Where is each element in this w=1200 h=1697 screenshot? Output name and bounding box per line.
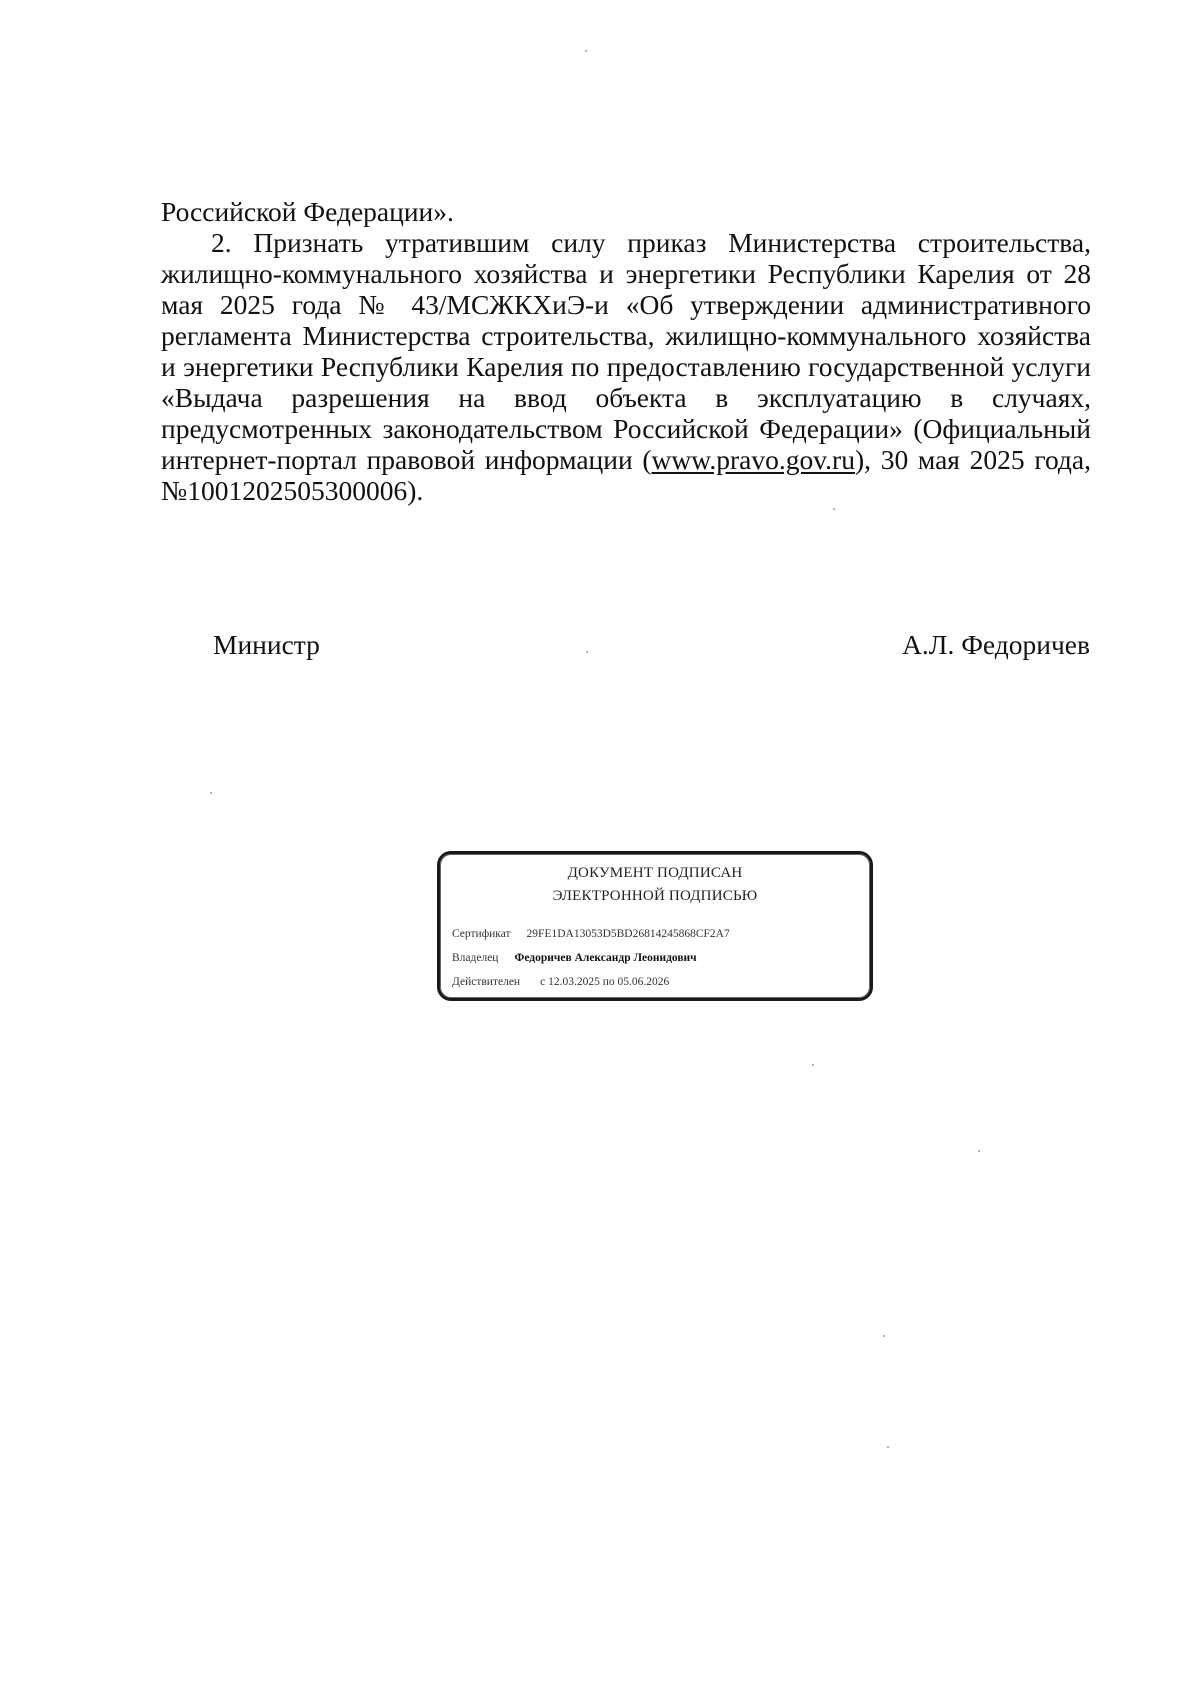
scan-speck <box>883 1335 885 1337</box>
scan-speck <box>585 50 587 52</box>
document-body <box>161 196 1091 506</box>
continuation-line: Российской Федерации». <box>161 196 454 227</box>
scan-speck <box>978 1150 980 1152</box>
stamp-heading-line1: ДОКУМЕНТ ПОДПИСАН <box>567 865 743 881</box>
stamp-owner-label: Владелец <box>452 952 499 964</box>
stamp-validity-row <box>452 976 669 988</box>
stamp-certificate-row <box>452 928 730 940</box>
scan-speck <box>812 1064 814 1066</box>
stamp-owner-value: Федоричев Александр Леонидович <box>514 952 697 964</box>
stamp-certificate-label: Сертификат <box>452 928 511 940</box>
stamp-owner-row <box>452 952 697 964</box>
scan-speck <box>210 792 212 794</box>
scan-speck <box>833 508 835 510</box>
item-2-tail: ), 30 мая 2025 года, №1001202505300006). <box>161 444 1091 506</box>
stamp-certificate-value: 29FE1DA13053D5BD26814245868CF2A7 <box>526 928 730 940</box>
stamp-validity-label: Действителен <box>452 976 521 988</box>
signature-name: А.Л. Федоричев <box>902 629 1090 660</box>
signature-position: Министр <box>213 629 320 660</box>
item-2-paragraph <box>161 227 1091 506</box>
pravo-link[interactable]: www.pravo.gov.ru <box>651 444 855 475</box>
electronic-signature-stamp <box>437 851 873 1001</box>
stamp-validity-value: с 12.03.2025 по 05.06.2026 <box>540 976 670 988</box>
scan-speck <box>887 1446 889 1448</box>
scan-speck <box>586 651 588 653</box>
item-2-text: 2. Признать утратившим силу приказ Министерства строительства, жилищно-коммунального хозяйства и энергетики Республики Карелия от 28 мая 2025 года № 43/МСЖКХиЭ-и «Об утверждении административного регламента Министерства строительства, жилищно-коммунального хозяйства и энергетики Республики Карелия по предоставлению государственной услуги «Выдача разрешения на ввод объекта в эксплуатацию в случаях, предусмотренных законодательством Российской Федерации» (Официальный интернет-портал правовой информации ( <box>161 227 1091 475</box>
stamp-heading-line2: ЭЛЕКТРОННОЙ ПОДПИСЬЮ <box>552 888 758 904</box>
